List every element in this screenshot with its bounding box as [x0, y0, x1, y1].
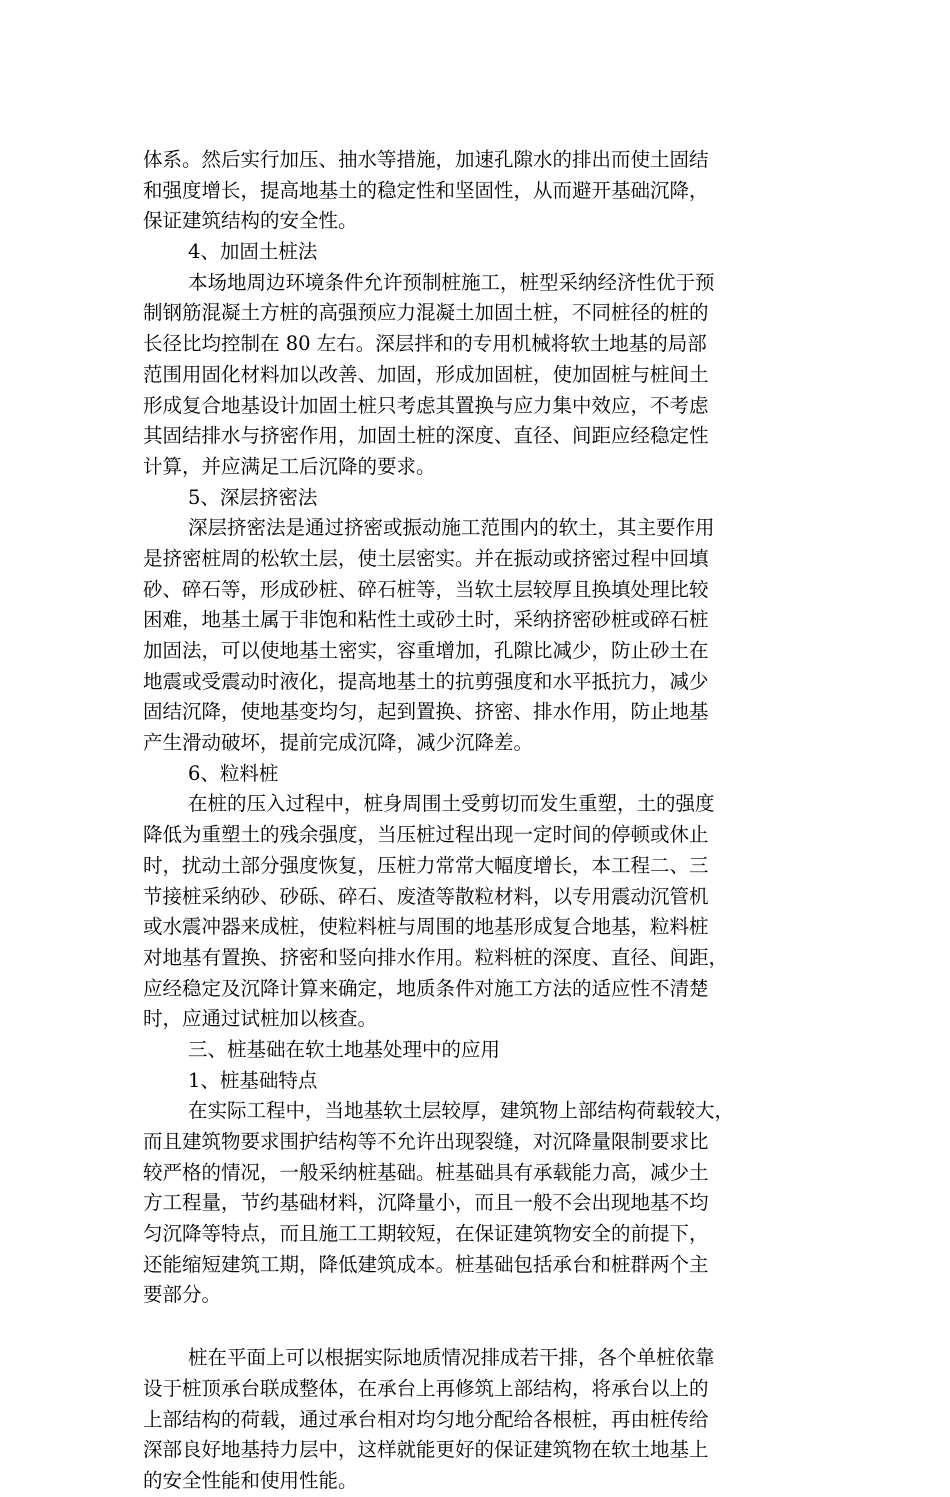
text-line: 还能缩短建筑工期，降低建筑成本。桩基础包括承台和桩群两个主: [143, 1252, 709, 1276]
text-line: 三、桩基础在软土地基处理中的应用: [188, 1037, 501, 1061]
text-line: 制钢筋混凝土方桩的高强预应力混凝土加固土桩，不同桩径的桩的: [143, 301, 709, 325]
text-line: 保证建筑结构的安全性。: [143, 209, 358, 233]
paragraph: [143, 483, 803, 514]
paragraph: [143, 513, 803, 759]
text-line: 匀沉降等特点，而且施工工期较短，在保证建筑物安全的前提下，: [143, 1222, 709, 1246]
paragraph: [143, 237, 803, 268]
text-line: 5、深层挤密法: [188, 485, 318, 509]
text-line: 地震或受震动时液化，提高地基土的抗剪强度和水平抵抗力，减少: [143, 669, 709, 693]
text-line: 应经稳定及沉降计算来确定，地质条件对施工方法的适应性不清楚: [143, 976, 709, 1000]
text-line: 是挤密桩周的松软土层，使土层密实。并在振动或挤密过程中回填: [143, 546, 709, 570]
paragraph: [143, 1096, 803, 1311]
text-line: 砂、碎石等，形成砂桩、碎石桩等，当软土层较厚且换填处理比较: [143, 577, 709, 601]
text-line: 其固结排水与挤密作用，加固土桩的深度、直径、间距应经稳定性: [143, 424, 709, 448]
text-line: 长径比均控制在 80 左右。深层拌和的专用机械将软土地基的局部: [143, 332, 707, 356]
text-line: 深部良好地基持力层中，这样就能更好的保证建筑物在软土地基上: [143, 1438, 709, 1462]
text-line: 计算，并应满足工后沉降的要求。: [143, 454, 436, 478]
blank-line: [143, 1311, 803, 1343]
paragraph: [143, 789, 803, 1035]
text-line: 要部分。: [143, 1283, 222, 1307]
paragraph: [143, 268, 803, 483]
text-line: 设于桩顶承台联成整体，在承台上再修筑上部结构，将承台以上的: [143, 1376, 709, 1400]
text-line: 1、桩基础特点: [188, 1068, 318, 1092]
text-line: 形成复合地基设计加固土桩只考虑其置换与应力集中效应，不考虑: [143, 393, 709, 417]
text-line: 体系。然后实行加压、抽水等措施，加速孔隙水的排出而使土固结: [143, 148, 709, 171]
text-line: 深层挤密法是通过挤密或振动施工范围内的软土，其主要作用: [188, 516, 715, 540]
text-line: 时，应通过试桩加以核查。: [143, 1007, 378, 1031]
text-line: 4、加固土桩法: [188, 240, 318, 264]
paragraph: [143, 1343, 803, 1496]
text-line: 时，扰动土部分强度恢复，压桩力常常大幅度增长，本工程二、三: [143, 853, 709, 877]
text-line: 降低为重塑土的残余强度，当压桩过程出现一定时间的停顿或休止: [143, 823, 709, 847]
paragraph: [143, 145, 803, 237]
text-line: 对地基有置换、挤密和竖向排水作用。粒料桩的深度、直径、间距，: [143, 945, 729, 969]
text-line: 6、粒料桩: [188, 761, 279, 785]
paragraph: [143, 759, 803, 790]
text-line: 方工程量，节约基础材料，沉降量小，而且一般不会出现地基不均: [143, 1191, 709, 1215]
text-line: 节接桩采纳砂、砂砾、碎石、废渣等散粒材料，以专用震动沉管机: [143, 884, 709, 908]
document-body: [143, 145, 803, 1497]
text-line: 加固法，可以使地基土密实，容重增加，孔隙比减少，防止砂土在: [143, 639, 709, 662]
text-line: 和强度增长，提高地基土的稳定性和坚固性，从而避开基础沉降，: [143, 178, 709, 202]
text-line: 或水震冲器来成桩，使粒料桩与周围的地基形成复合地基，粒料桩: [143, 915, 709, 939]
text-line: 桩在平面上可以根据实际地质情况排成若干排，各个单桩依靠: [188, 1346, 715, 1370]
text-line: 在桩的压入过程中，桩身周围土受剪切而发生重塑，土的强度: [188, 792, 715, 816]
paragraph: [143, 1066, 803, 1097]
text-line: 范围用固化材料加以改善、加固，形成加固桩，使加固桩与桩间土: [143, 362, 709, 386]
text-line: 上部结构的荷载，通过承台相对均匀地分配给各根桩，再由桩传给: [143, 1407, 709, 1431]
text-line: 而且建筑物要求围护结构等不允许出现裂缝，对沉降量限制要求比: [143, 1130, 709, 1153]
text-line: 较严格的情况，一般采纳桩基础。桩基础具有承载能力高，减少土: [143, 1160, 709, 1184]
text-line: 产生滑动破坏，提前完成沉降，减少沉降差。: [143, 731, 534, 755]
text-line: 在实际工程中，当地基软土层较厚，建筑物上部结构荷载较大，: [188, 1099, 735, 1123]
text-line: 固结沉降，使地基变均匀，起到置换、挤密、排水作用，防止地基: [143, 700, 709, 724]
text-line: 本场地周边环境条件允许预制桩施工，桩型采纳经济性优于预: [188, 270, 715, 294]
text-line: 的安全性能和使用性能。: [143, 1468, 358, 1492]
paragraph: [143, 1035, 803, 1066]
text-line: 困难，地基土属于非饱和粘性土或砂土时，采纳挤密砂桩或碎石桩: [143, 608, 709, 632]
